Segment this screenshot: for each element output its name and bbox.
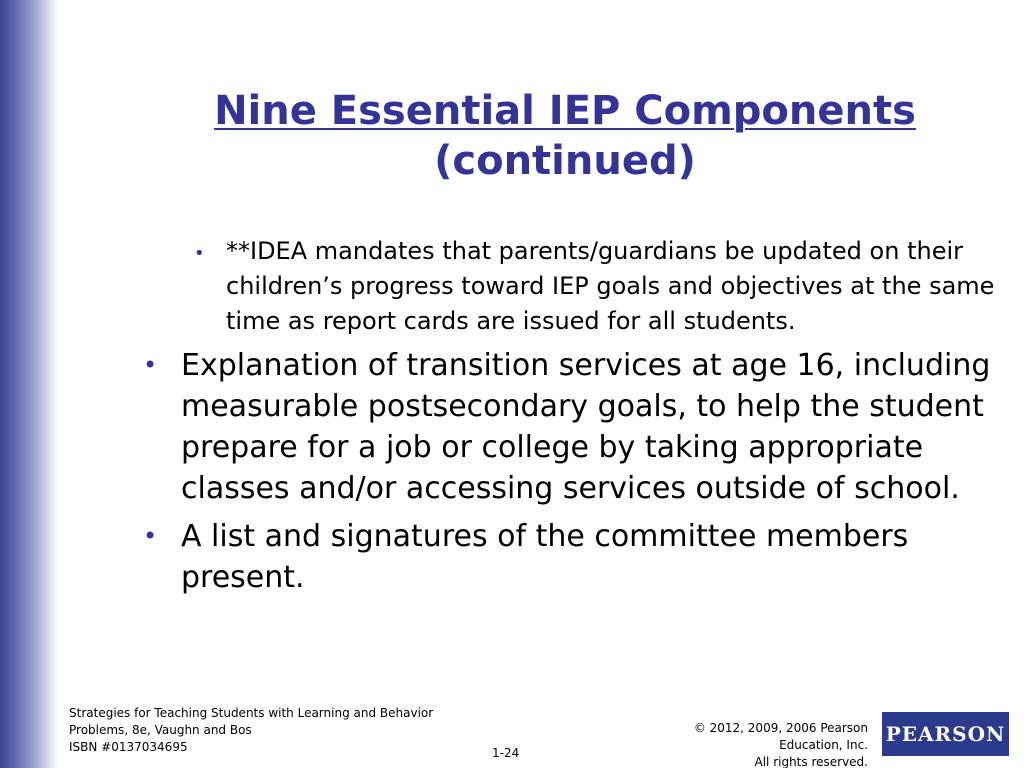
footer-left-line-1: Strategies for Teaching Students with Learning and Behavior xyxy=(69,706,434,720)
page-number: 1-24 xyxy=(492,746,520,760)
footer-right-line-3: All rights reserved. xyxy=(754,755,868,768)
bullet-text: Explanation of transition services at age 16, including measurable postsecondary goals, to help the student prepare for a job or college by taking appropriate classes and/or accessing services outside of school. xyxy=(181,348,991,506)
bullet-icon: • xyxy=(143,522,158,550)
bullet-icon: • xyxy=(194,243,205,264)
footer-right-line-1: © 2012, 2009, 2006 Pearson xyxy=(693,721,868,735)
bullet-icon: • xyxy=(143,351,158,379)
footer-left-line-3: ISBN #0137034695 xyxy=(69,740,188,754)
footer-copyright xyxy=(668,720,868,768)
left-gradient-band xyxy=(0,0,58,768)
slide-title xyxy=(150,86,980,186)
pearson-logo-text: PEARSON xyxy=(885,722,1006,746)
sub-bullet-item xyxy=(194,234,996,339)
title-line-2: (continued) xyxy=(434,138,696,184)
sub-bullet-text: **IDEA mandates that parents/guardians be updated on their children’s progress toward IEP goals and objectives at the same time as report cards are issued for all students. xyxy=(226,237,995,335)
bullet-text: A list and signatures of the committee members present. xyxy=(181,519,909,595)
bullet-item-transition xyxy=(143,345,1011,509)
pearson-logo xyxy=(882,712,1009,756)
footer-book-citation xyxy=(69,705,489,756)
footer-left-line-2: Problems, 8e, Vaughn and Bos xyxy=(69,723,252,737)
bullet-item-signatures xyxy=(143,516,1011,598)
footer-right-line-2: Education, Inc. xyxy=(779,738,868,752)
title-line-1: Nine Essential IEP Components xyxy=(214,88,916,134)
